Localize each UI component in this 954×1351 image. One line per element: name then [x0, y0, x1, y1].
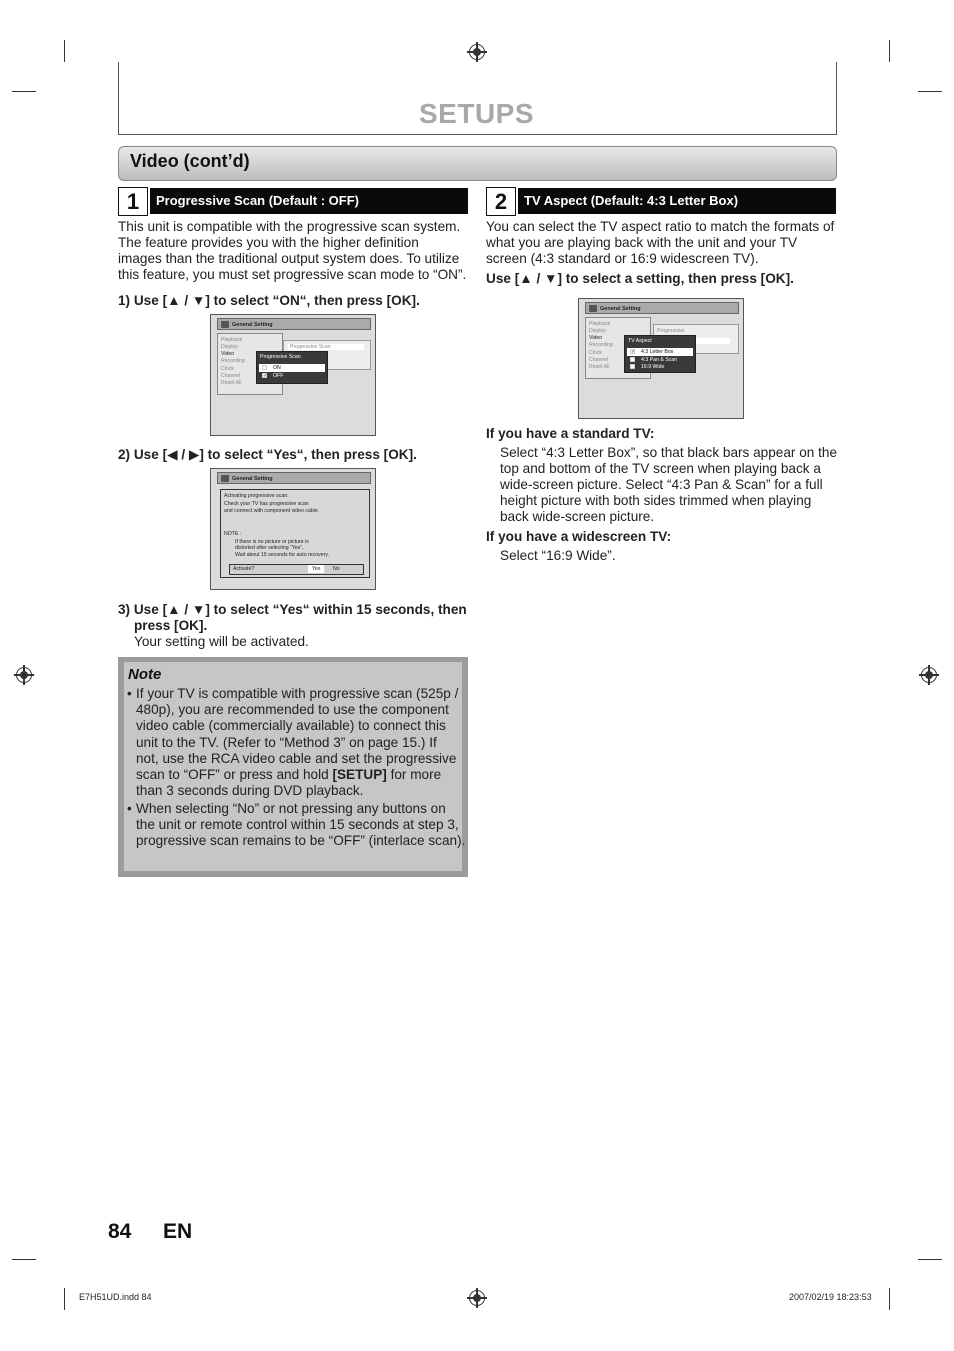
activate-dialog: [220, 489, 370, 578]
intro-line: what you are playing back with the unit and your TV: [486, 235, 798, 250]
settings-icon: [589, 305, 597, 312]
menu-item: Video: [221, 351, 235, 357]
step-number: 2: [486, 187, 516, 216]
option-off: [259, 372, 325, 380]
note-line: 480p), you are recommended to use the component: [136, 702, 449, 718]
menu-item: Reset All: [221, 380, 242, 386]
bullet-dot: •: [127, 801, 132, 816]
note-line: video cable (commercially available) to connect this: [136, 718, 446, 734]
substep-3-line: press [OK].: [134, 618, 208, 633]
menu-item: Channel: [589, 357, 609, 363]
step-header: TV Aspect (Default: 4:3 Letter Box): [518, 188, 836, 214]
option-label: 4:3 Pan & Scan: [641, 357, 678, 363]
menu-item: Display: [221, 344, 239, 350]
note-line: unit to the TV. (Refer to “Method 3” on page 15.) If: [136, 734, 437, 750]
note-line: the unit or remote control within 15 seconds at step 3,: [136, 817, 459, 833]
note-line: than 3 seconds during DVD playback.: [136, 783, 364, 799]
step-header: Progressive Scan (Default : OFF): [150, 188, 468, 214]
note-line: When selecting “No” or not pressing any buttons on: [136, 801, 446, 816]
standard-tv-text: [500, 445, 840, 525]
crop-mark: [918, 1259, 942, 1260]
page-language: EN: [163, 1220, 193, 1243]
footer-timestamp: 2007/02/19 18:23:53: [789, 1292, 872, 1302]
option-label: 16:9 Wide: [641, 364, 665, 370]
screen-header-label: General Setting: [232, 476, 273, 482]
settings-icon: [221, 475, 229, 482]
note-line: progressive scan remains to be “OFF” (interlace scan).: [136, 833, 466, 849]
note-text: for more: [386, 767, 442, 783]
checkbox-checked-icon: [630, 349, 635, 354]
dialog-note-line: Wait about 15 seconds for auto recovery.: [235, 552, 329, 558]
checkbox-icon: [630, 357, 635, 362]
popup-progressive-scan: [256, 351, 328, 384]
note-line: not, use the RCA video cable and set the progressive: [136, 750, 457, 766]
note-line: [136, 767, 466, 783]
substep-2: 2) Use [◀ / ▶] to select “Yes“, then press [OK].: [118, 447, 417, 462]
screen-header: [585, 302, 739, 314]
menu-item: Playback: [589, 321, 611, 327]
activate-prompt: Activate?: [233, 566, 255, 572]
dialog-note-line: distorted after selecting “Yes”,: [235, 545, 304, 551]
step-number: 1: [118, 187, 148, 216]
note-line: If your TV is compatible with progressive scan (525p /: [136, 686, 459, 701]
note-title: Note: [128, 666, 162, 683]
yes-option: Yes: [308, 565, 324, 573]
page-title: SETUPS: [418, 98, 535, 129]
intro-line: screen (4:3 standard or 16:9 widescreen TV).: [486, 251, 759, 266]
bullet-dot: •: [127, 686, 132, 701]
step2-intro: [486, 219, 838, 267]
option-label: OFF: [273, 373, 284, 379]
page-number: 84: [108, 1220, 132, 1243]
wide-tv-text: Select “16:9 Wide”.: [500, 548, 616, 563]
text-line: height picture with both sides trimmed when playing: [500, 493, 812, 508]
crop-mark: [889, 40, 890, 62]
menu-item: Clock: [221, 366, 234, 372]
dialog-line: and connect with component video cable.: [224, 508, 320, 514]
registration-mark-icon: [921, 667, 937, 683]
setup-key: [SETUP]: [332, 767, 387, 783]
text-line: back wide-screen picture.: [500, 509, 655, 524]
menu-item: Recording: [589, 342, 613, 348]
substep-3-line: 3) Use [▲ / ▼] to select “Yes“ within 15 seconds, then: [118, 602, 467, 617]
screen-tv-aspect: [578, 298, 744, 419]
popup-title: Progressive Scan: [260, 354, 301, 360]
substep-3: [118, 602, 470, 634]
option-label: 4:3 Letter Box: [641, 349, 674, 355]
no-option: No: [333, 566, 340, 572]
checkbox-icon: [630, 364, 635, 369]
crop-mark: [889, 1288, 890, 1310]
checkbox-checked-icon: [262, 373, 267, 378]
note-text: scan to “OFF” or press and hold: [136, 767, 333, 783]
wide-tv-heading: If you have a widescreen TV:: [486, 529, 672, 544]
registration-mark-icon: [16, 667, 32, 683]
option-on: [259, 364, 325, 372]
intro-line: The feature provides you with the higher definition: [118, 235, 419, 250]
popup-tv-aspect: [624, 335, 696, 373]
option-wide: [627, 363, 693, 371]
standard-tv-heading: If you have a standard TV:: [486, 426, 655, 441]
field-highlight: [696, 338, 730, 344]
checkbox-icon: [262, 365, 267, 370]
field-label: Progressive: [657, 328, 685, 334]
text-line: Select “4:3 Letter Box”, so that black bars appear on the: [500, 445, 838, 460]
screen-activate: [210, 468, 376, 590]
menu-item: Playback: [221, 337, 243, 343]
footer-file: E7H51UD.indd 84: [79, 1292, 152, 1302]
dialog-line: Activating progressive scan:: [224, 493, 289, 499]
step1-intro: [118, 219, 470, 283]
substep-1: 1) Use [▲ / ▼] to select “ON“, then press [OK].: [118, 293, 420, 308]
crop-mark: [12, 1259, 36, 1260]
intro-line: You can select the TV aspect ratio to match the formats of: [486, 219, 835, 234]
menu-item: Clock: [589, 350, 602, 356]
field-label: Progressive Scan: [288, 344, 364, 350]
crop-mark: [12, 91, 36, 92]
registration-mark-icon: [469, 44, 485, 60]
registration-mark-icon: [469, 1290, 485, 1306]
text-line: wide-screen picture. Select “4:3 Pan & Scan” for a full: [500, 477, 823, 492]
screen-header: [217, 318, 371, 330]
note-bullet-1: [127, 686, 466, 799]
screen-progressive-scan: [210, 314, 376, 436]
menu-item: Display: [589, 328, 607, 334]
section-title: Video (cont’d): [130, 151, 250, 171]
screen-header-label: General Setting: [232, 322, 273, 328]
menu-item: Reset All: [589, 364, 610, 370]
intro-line: This unit is compatible with the progressive scan system.: [118, 219, 461, 234]
screen-header: [217, 472, 371, 484]
intro-line: images than the traditional output system does. To utilize: [118, 251, 460, 266]
option-letter-box: [627, 348, 693, 356]
dialog-line: Check your TV has progressive scan: [224, 501, 309, 507]
screen-header-label: General Setting: [600, 306, 641, 312]
settings-icon: [221, 321, 229, 328]
popup-title: TV Aspect: [628, 338, 652, 344]
activate-row: [229, 564, 364, 575]
menu-item: Recording: [221, 358, 245, 364]
menu-item: Channel: [221, 373, 241, 379]
menu-item: Video: [589, 335, 603, 341]
crop-mark: [918, 91, 942, 92]
text-line: top and bottom of the TV screen when playing back a: [500, 461, 821, 476]
crop-mark: [64, 40, 65, 62]
note-bullet-2: [127, 801, 466, 850]
step2-instruction: Use [▲ / ▼] to select a setting, then press [OK].: [486, 271, 794, 286]
option-label: ON: [273, 365, 281, 371]
substep-3-result: Your setting will be activated.: [134, 634, 309, 649]
dialog-note-label: NOTE :: [224, 531, 242, 537]
dialog-note-line: If there is no picture or picture is: [235, 539, 309, 545]
crop-mark: [64, 1288, 65, 1310]
intro-line: this feature, you must set progressive scan mode to “ON”.: [118, 267, 467, 282]
